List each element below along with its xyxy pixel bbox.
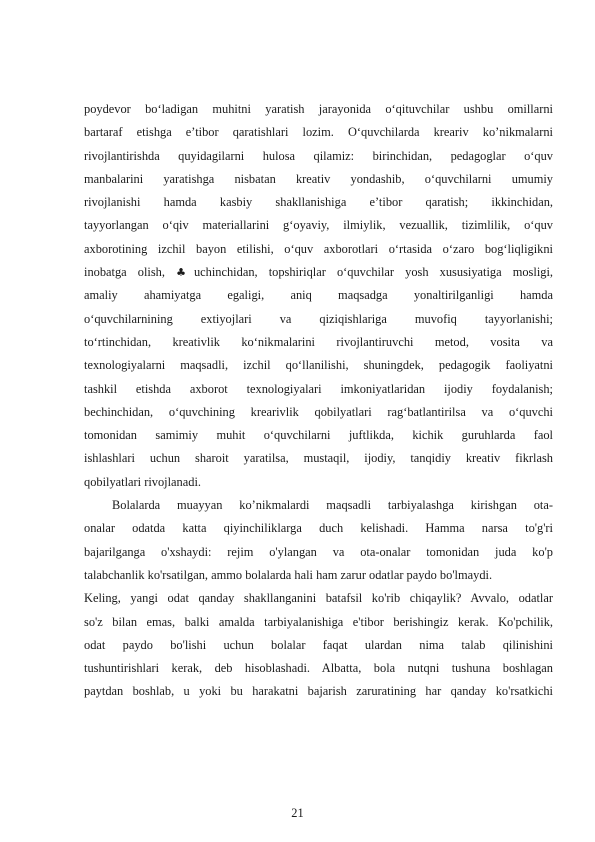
text-line bbox=[84, 261, 553, 284]
document-body bbox=[84, 98, 553, 704]
text-line: talabchanlik ko'rsatilgan, ammo bolalarda hali ham zarur odatlar paydo bo'lmaydi. bbox=[84, 567, 493, 582]
text-line: paytdan boshlab, u yoki bu harakatni bajarish zaruratining har qanday ko'rsatkichi bbox=[84, 684, 553, 699]
text-line: bajarilganga o'xshaydi: rejim o'ylangan va ota-onalar tomonidan juda ko'p bbox=[84, 544, 553, 559]
text-segment: inobatga olish, bbox=[84, 265, 177, 280]
text-line: tashkil etishda axborot texnologiyalari imkoniyatlaridan ijodiy foydalanish; bbox=[84, 381, 553, 396]
text-line: texnologiyalarni maqsadli, izchil qo‘llanilishi, shuningdek, pedagogik faoliyatni bbox=[84, 358, 553, 373]
text-line: tushuntirishlari kerak, deb hisoblashadi. Albatta, bola nutqni tushuna boshlagan bbox=[84, 661, 553, 676]
text-line: amaliy ahamiyatga egaligi, aniq maqsadga yonaltirilganligi hamda bbox=[84, 288, 553, 303]
text-line: manbalarini yaratishga nisbatan kreativ yondashib, o‘quvchilarni umumiy bbox=[84, 171, 553, 186]
text-line: qobilyatlari rivojlanadi. bbox=[84, 474, 201, 489]
page-number: 21 bbox=[291, 806, 304, 820]
text-line: onalar odatda katta qiyinchiliklarga duch kelishadi. Hamma narsa to'g'ri bbox=[84, 521, 553, 536]
text-line: ishlashlari uchun sharoit yaratilsa, mustaqil, ijodiy, tanqidiy kreativ fikrlash bbox=[84, 451, 553, 466]
text-line: bechinchidan, o‘quvchining krearivlik qobilyatlari rag‘batlantirilsa va o‘quvchi bbox=[84, 404, 553, 419]
text-line: Bolalarda muayyan ko’nikmalardi maqsadli tarbiyalashga kirishgan ota- bbox=[112, 498, 553, 513]
text-line: odat paydo bo'lishi uchun bolalar faqat ulardan nima talab qilinishini bbox=[84, 637, 553, 652]
text-line: to‘rtinchidan, kreativlik ko‘nikmalarini rivojlantiruvchi metod, vosita va bbox=[84, 334, 553, 349]
text-line: rivojlanishi hamda kasbiy shakllanishiga e’tibor qaratish; ikkinchidan, bbox=[84, 195, 553, 210]
text-line: Keling, yangi odat qanday shakllanganini batafsil ko'rib chiqaylik? Avvalo, odatlar bbox=[84, 591, 553, 606]
text-line: o‘quvchilarnining extiyojlari va qiziqishlariga muvofiq tayyorlanishi; bbox=[84, 311, 553, 326]
club-suit-icon: ♣ bbox=[176, 266, 194, 280]
text-line: tomonidan samimiy muhit o‘quvchilarni juftlikda, kichik guruhlarda faol bbox=[84, 428, 553, 443]
text-line: so'z bilan emas, balki amalda tarbiyalanishiga e'tibor berishingiz kerak. Ko'pchilik, bbox=[84, 614, 553, 629]
text-line: tayyorlangan o‘qiv materiallarini g‘oyaviy, ilmiylik, vezuallik, tizimlilik, o‘quv bbox=[84, 218, 553, 233]
text-line: axborotining izchil bayon etilishi, o‘quv axborotlari o‘rtasida o‘zaro bog‘liqligikni bbox=[84, 241, 553, 256]
text-line: bartaraf etishga e’tibor qaratishlari lozim. O‘quvchilarda kreariv ko’nikmalarni bbox=[84, 125, 553, 140]
text-segment: uchinchidan, topshiriqlar o‘quvchilar yosh xususiyatiga mosligi, bbox=[193, 265, 553, 280]
text-line: rivojlantirishda quyidagilarni hulosa qilamiz: birinchidan, pedagoglar o‘quv bbox=[84, 148, 553, 163]
text-line: poydevor bo‘ladigan muhitni yaratish jarayonida o‘qituvchilar ushbu omillarni bbox=[84, 102, 553, 116]
